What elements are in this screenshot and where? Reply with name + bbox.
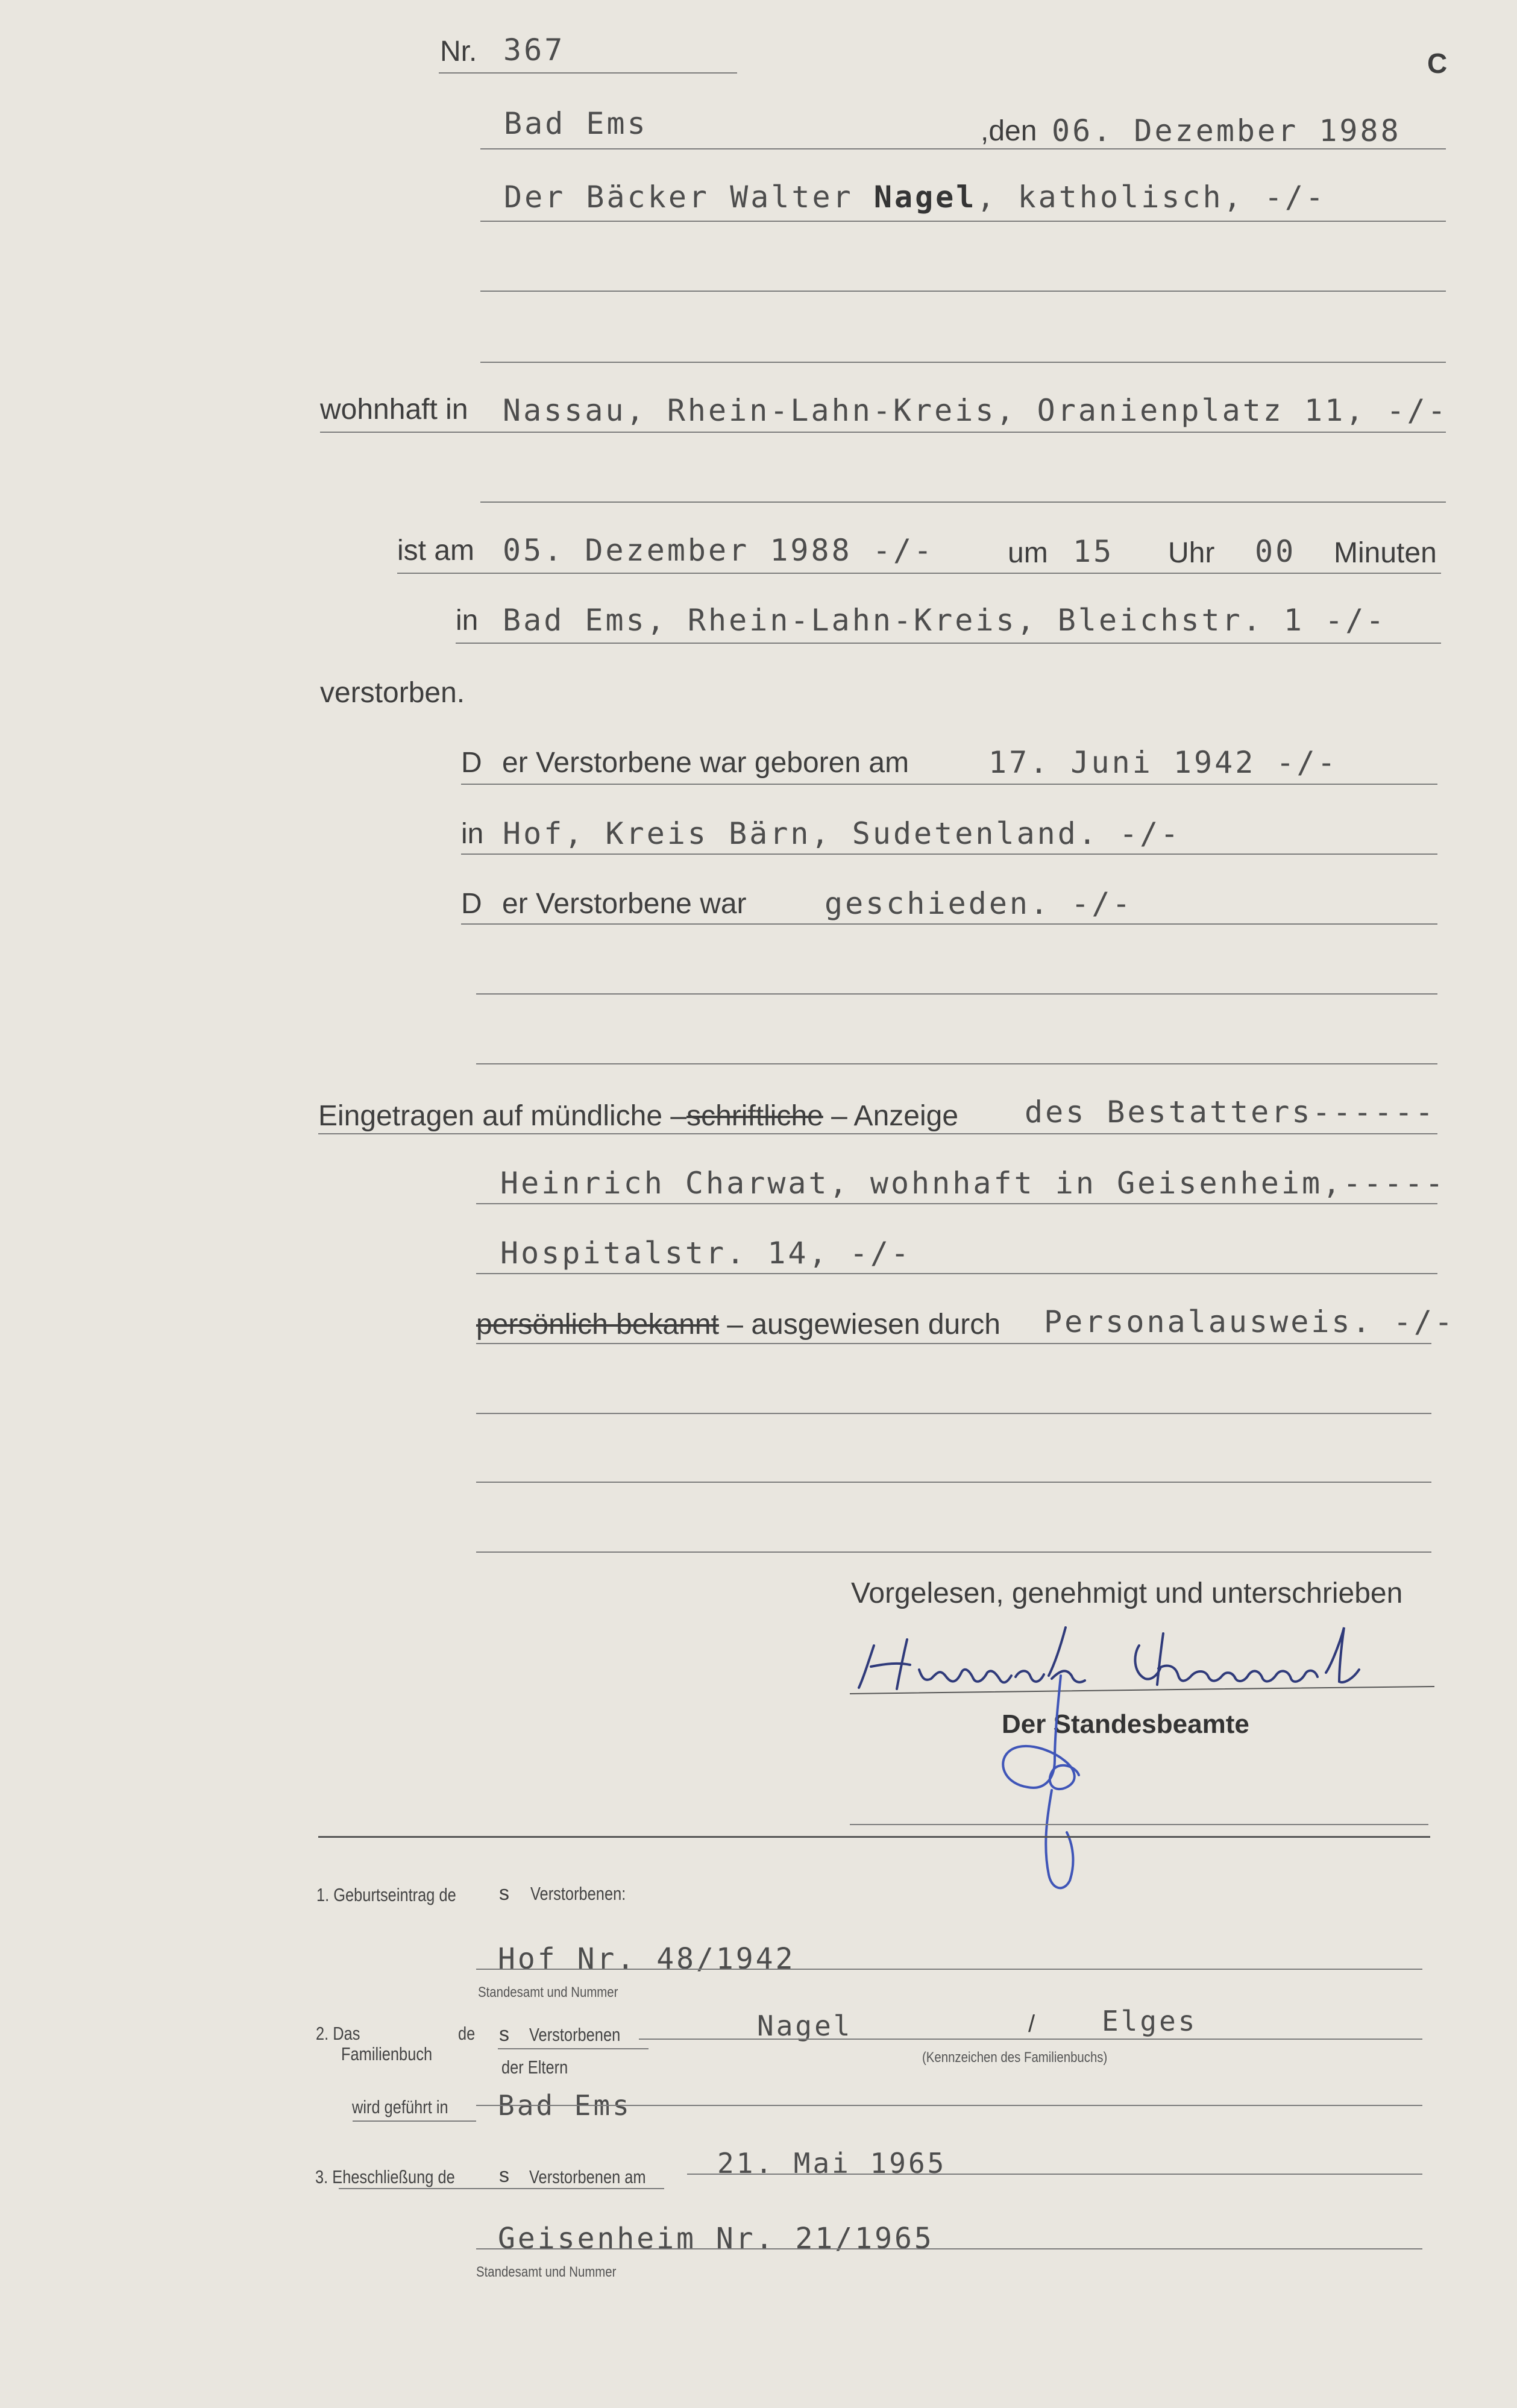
status-line-3	[476, 1063, 1437, 1064]
birth-place-line	[461, 853, 1437, 855]
section-divider	[318, 1836, 1430, 1838]
note2-label-b: Familienbuch	[341, 2043, 433, 2064]
date-label: ,den	[981, 115, 1037, 147]
identification-document: Personalausweis. -/-	[1044, 1304, 1456, 1339]
time-minuten-label: Minuten	[1334, 537, 1437, 569]
death-date: 05. Dezember 1988 -/-	[503, 533, 935, 568]
record-number: 367	[503, 33, 565, 68]
birth-record-number: Hof Nr. 48/1942	[498, 1942, 796, 1976]
residence-line	[320, 432, 1446, 433]
report-rule-1	[318, 1133, 1437, 1134]
note3-underline	[339, 2188, 664, 2189]
report-line-1: des Bestatters------	[1025, 1095, 1436, 1130]
note2-s: s	[499, 2023, 509, 2046]
report-struck-option: schriftliche	[686, 1100, 823, 1132]
status-line	[461, 923, 1437, 925]
official-title: Der Standesbeamte	[1002, 1709, 1249, 1739]
family-book-slash: /	[1028, 2011, 1035, 2037]
birth-date: 17. Juni 1942 -/-	[988, 745, 1338, 780]
note3-s: s	[499, 2164, 509, 2187]
place-date-line	[480, 148, 1446, 149]
note2-caption: (Kennzeichen des Familienbuchs)	[922, 2049, 1108, 2066]
family-book-place: Bad Ems	[498, 2089, 632, 2122]
note1-label: 1. Geburtseintrag de	[316, 1884, 456, 1905]
residence-value: Nassau, Rhein-Lahn-Kreis, Oranienplatz 11, -/-	[503, 393, 1448, 428]
note3-caption: Standesamt und Nummer	[476, 2264, 617, 2280]
record-number-label: Nr.	[440, 36, 477, 68]
identification-label: persönlich bekannt – ausgewiesen durch	[476, 1309, 1000, 1341]
name-line-3	[480, 362, 1446, 363]
death-place: Bad Ems, Rhein-Lahn-Kreis, Bleichstr. 1 -/-	[503, 603, 1387, 638]
note1-caption: Standesamt und Nummer	[478, 1984, 618, 2001]
note1-line	[476, 1969, 1422, 1970]
closing-statement: Vorgelesen, genehmigt und unterschrieben	[851, 1577, 1403, 1609]
corner-letter: C	[1427, 48, 1448, 79]
note3-line	[476, 2248, 1422, 2249]
note3-date-line	[687, 2174, 1422, 2175]
report-line-3: Hospitalstr. 14, -/-	[500, 1236, 912, 1271]
death-hour: 15	[1073, 534, 1114, 569]
marital-status: geschieden. -/-	[824, 886, 1133, 921]
note2-eltern: der Eltern	[501, 2057, 568, 2078]
note2-line	[639, 2039, 1422, 2040]
registration-date: 06. Dezember 1988	[1052, 113, 1401, 148]
note1-label2: Verstorbenen:	[530, 1883, 626, 1904]
birth-label-initial: D	[461, 747, 482, 779]
record-number-line	[439, 72, 737, 74]
blank-line-3	[476, 1551, 1431, 1553]
note2-wird-underline	[353, 2120, 476, 2122]
report-rule-2	[476, 1203, 1437, 1204]
note2-de: de	[458, 2023, 476, 2044]
registry-place: Bad Ems	[504, 106, 648, 141]
family-book-name-2: Elges	[1102, 2005, 1198, 2037]
official-signature-line	[850, 1824, 1428, 1825]
deceased-surname: Nagel	[873, 180, 977, 215]
death-place-in-label: in	[456, 605, 479, 637]
report-rule-3	[476, 1273, 1437, 1274]
death-date-label: ist am	[397, 535, 475, 567]
note3-label: 3. Eheschließung de	[315, 2166, 455, 2187]
informant-signature	[850, 1621, 1440, 1700]
identification-line	[476, 1343, 1431, 1344]
birth-place-in-label: in	[461, 818, 484, 850]
birth-place: Hof, Kreis Bärn, Sudetenland. -/-	[503, 816, 1181, 851]
death-minute: 00	[1255, 534, 1296, 569]
report-label: Eingetragen auf mündliche –schriftliche – Anzeige	[318, 1100, 959, 1132]
marriage-record-number: Geisenheim Nr. 21/1965	[498, 2222, 934, 2256]
identification-struck-option: persönlich bekannt	[476, 1309, 719, 1341]
note2-label-a: 2. Das	[316, 2023, 360, 2044]
time-um-label: um	[1008, 537, 1048, 569]
death-date-line	[397, 573, 1441, 574]
marriage-date: 21. Mai 1965	[717, 2147, 947, 2180]
note2-wird-label: wird geführt in	[352, 2096, 448, 2117]
note2-wird-line	[476, 2105, 1422, 2106]
verstorben-label: verstorben.	[320, 677, 465, 709]
status-label: er Verstorbene war	[502, 888, 747, 920]
death-place-line	[456, 643, 1441, 644]
birth-date-line	[461, 784, 1437, 785]
deceased-name: Der Bäcker Walter Nagel, katholisch, -/-	[504, 180, 1327, 215]
note2-verstorbenen: Verstorbenen	[529, 2024, 621, 2045]
report-line-2: Heinrich Charwat, wohnhaft in Geisenheim,-----	[500, 1166, 1446, 1201]
official-signature	[994, 1670, 1115, 1899]
name-line-1	[480, 221, 1446, 222]
residence-label: wohnhaft in	[320, 394, 468, 426]
blank-line-1	[476, 1413, 1431, 1414]
note2-option-line	[498, 2048, 649, 2049]
status-label-initial: D	[461, 888, 482, 920]
note3-label2: Verstorbenen am	[529, 2166, 646, 2187]
birth-label: er Verstorbene war geboren am	[502, 747, 909, 779]
blank-line-2	[476, 1482, 1431, 1483]
time-uhr-label: Uhr	[1168, 537, 1215, 569]
name-line-2	[480, 291, 1446, 292]
residence-line-2	[480, 501, 1446, 503]
family-book-name-1: Nagel	[757, 2010, 853, 2042]
note1-s: s	[499, 1882, 509, 1905]
status-line-2	[476, 993, 1437, 995]
